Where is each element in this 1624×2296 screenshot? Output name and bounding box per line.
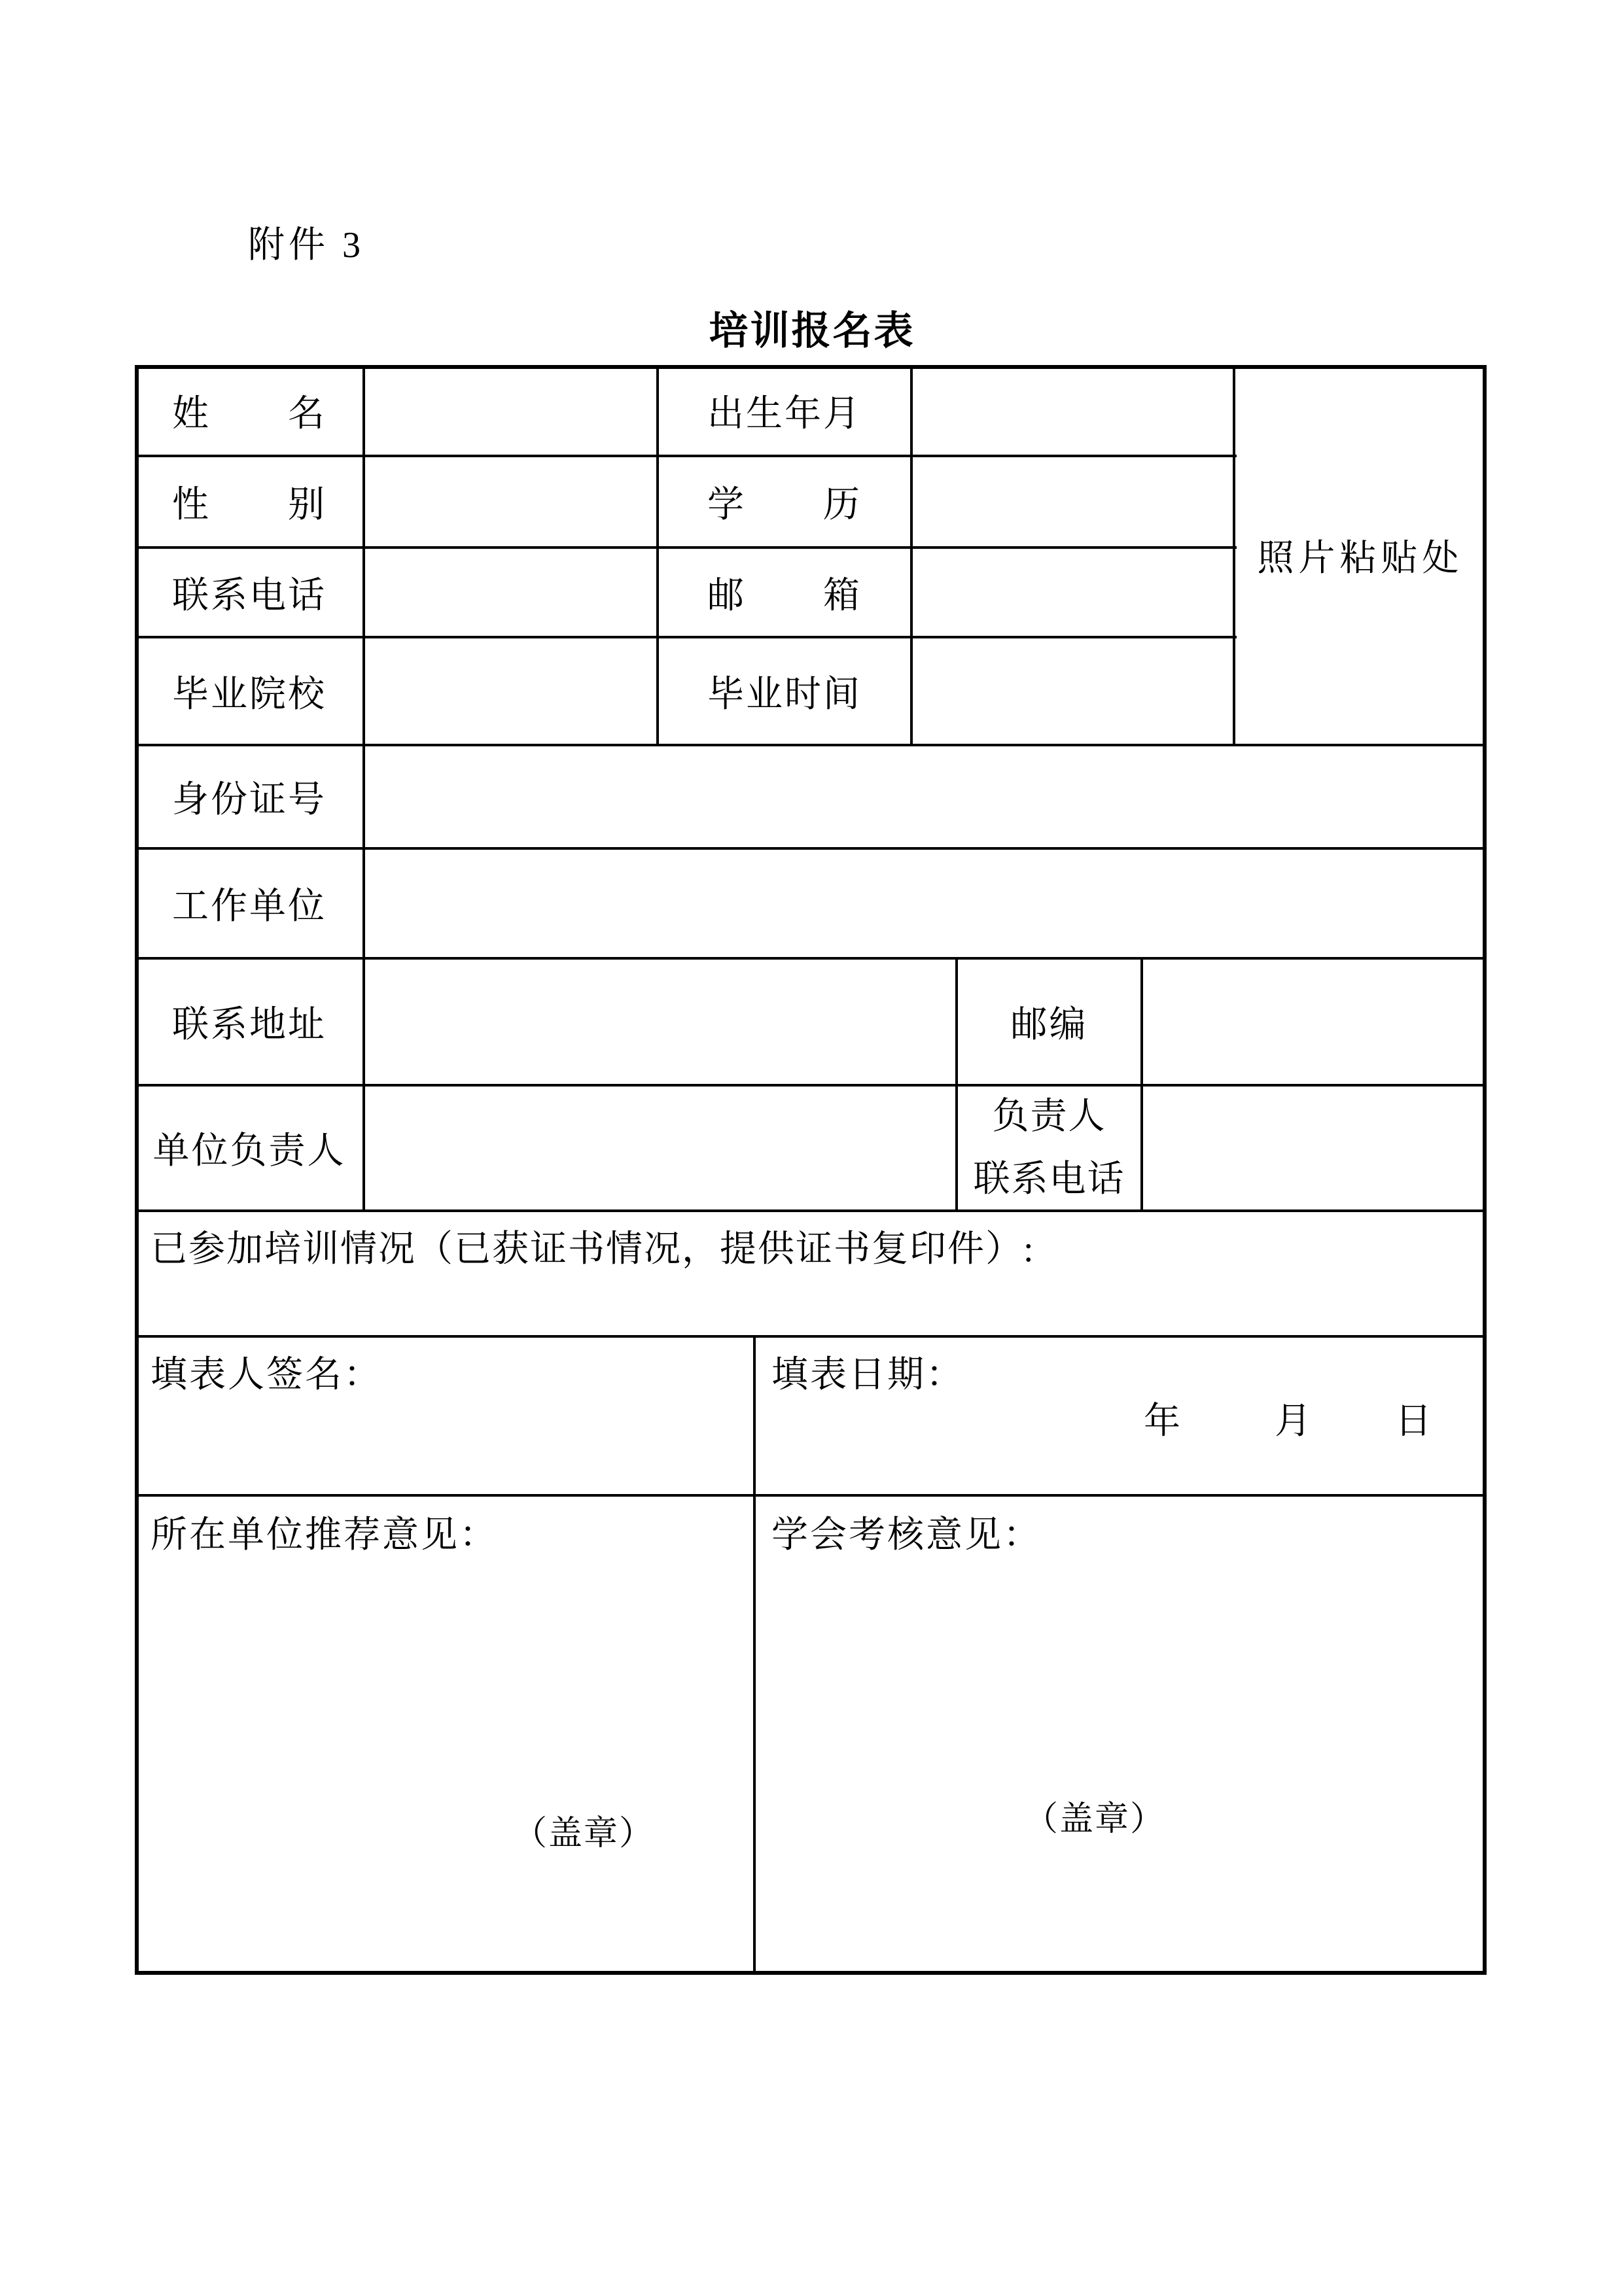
- training-history-cell: 已参加培训情况（已获证书情况，提供证书复印件）:: [150, 1229, 1035, 1270]
- name-value-cell: [364, 365, 658, 456]
- id-number-label: 身份证号: [172, 780, 327, 820]
- birth-date-value-cell: [911, 365, 1234, 456]
- education-label: 学 历: [707, 485, 862, 525]
- postal-code-value-cell: [1142, 958, 1487, 1085]
- date-year-label: 年: [1144, 1401, 1182, 1442]
- form-title: 培训报名表: [709, 309, 915, 353]
- graduate-time-value-cell: [911, 637, 1234, 745]
- unit-head-phone-line1: 负责人: [992, 1096, 1106, 1137]
- gender-value-cell: [364, 456, 658, 548]
- work-unit-value-cell: [364, 848, 1487, 958]
- contact-address-value-cell: [364, 958, 957, 1085]
- unit-head-phone-line2: 联系电话: [973, 1159, 1125, 1200]
- attachment-label: 附件 3: [248, 225, 364, 266]
- name-label: 姓 名: [172, 393, 327, 434]
- unit-head-value-cell: [364, 1085, 957, 1211]
- unit-head-label: 单位负责人: [152, 1131, 346, 1172]
- unit-head-phone-value-cell: [1142, 1085, 1487, 1211]
- graduate-school-value-cell: [364, 637, 658, 745]
- education-value-cell: [911, 456, 1234, 548]
- contact-phone-value-cell: [364, 548, 658, 637]
- unit-seal-label: （盖章）: [513, 1815, 655, 1852]
- society-seal-label: （盖章）: [1024, 1801, 1166, 1838]
- photo-area-label: 照片粘贴处: [1257, 538, 1464, 579]
- email-label: 邮 箱: [707, 575, 862, 616]
- contact-phone-label: 联系电话: [172, 575, 327, 616]
- unit-recommendation-cell: 所在单位推荐意见：: [150, 1515, 498, 1556]
- gender-label: 性 别: [172, 485, 327, 525]
- graduate-school-label: 毕业院校: [172, 674, 327, 715]
- date-month-label: 月: [1275, 1401, 1313, 1442]
- unit-head-phone-label: [957, 1085, 1142, 1211]
- id-number-value-cell: [364, 745, 1487, 848]
- fill-date-cell: [756, 1336, 1487, 1495]
- date-day-label: 日: [1395, 1401, 1434, 1442]
- society-review-cell: 学会考核意见：: [771, 1515, 1042, 1556]
- postal-code-label: 邮编: [1010, 1005, 1088, 1045]
- graduate-time-label: 毕业时间: [707, 674, 862, 715]
- work-unit-label: 工作单位: [172, 886, 327, 927]
- fill-date-label: 填表日期：: [771, 1355, 964, 1395]
- contact-address-label: 联系地址: [172, 1005, 327, 1045]
- birth-date-label: 出生年月: [707, 393, 862, 434]
- email-value-cell: [911, 548, 1234, 637]
- signature-cell: 填表人签名：: [150, 1355, 382, 1395]
